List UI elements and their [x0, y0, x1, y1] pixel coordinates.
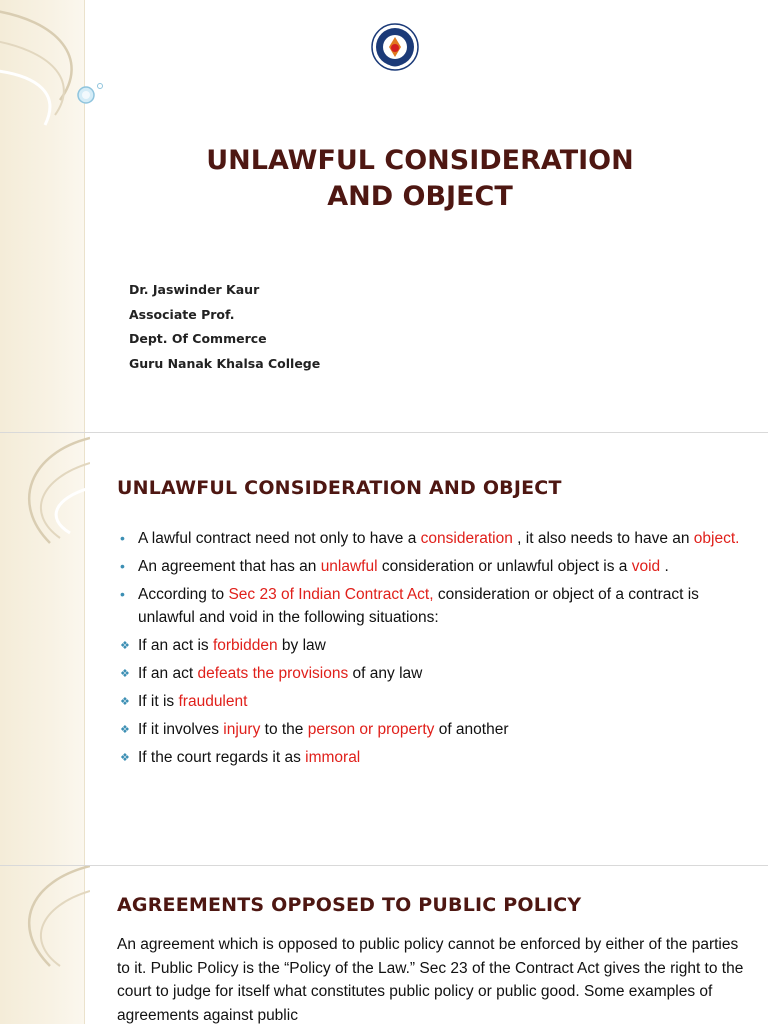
- list-item: [120, 690, 740, 713]
- text: , it also needs to have an: [512, 530, 694, 547]
- text: to the: [260, 721, 308, 738]
- diamond-bullet-icon: ❖: [120, 640, 130, 652]
- body-paragraph: An agreement which is opposed to public policy cannot be enforced by either of the parties to it. Public Policy is the “Policy of the Law.” Sec 23 of the Contract Act gives the right to the court to judge for itself what constitutes public policy or public good. Some examples of agreements against public: [117, 936, 744, 1024]
- text: According to: [138, 586, 229, 603]
- highlight-text: Sec 23 of Indian Contract Act,: [228, 586, 434, 603]
- diamond-bullet-icon: ❖: [120, 696, 130, 708]
- author-department: Dept. Of Commerce: [129, 331, 267, 346]
- list-item: [120, 527, 740, 550]
- text: A lawful contract need not only to have a: [138, 530, 421, 547]
- highlight-text: immoral: [305, 749, 361, 766]
- text: If it is: [138, 693, 179, 710]
- highlight-text: fraudulent: [178, 693, 248, 710]
- author-college: Guru Nanak Khalsa College: [129, 355, 321, 371]
- highlight-text: person or property: [307, 721, 435, 738]
- highlight-text: defeats the provisions: [197, 665, 349, 682]
- list-item: [120, 583, 740, 629]
- highlight-text: forbidden: [212, 637, 278, 654]
- list-item: [120, 634, 740, 657]
- text: If an act is: [138, 637, 213, 654]
- list-item: [120, 746, 740, 769]
- decorative-sidebar: [0, 433, 85, 865]
- diamond-bullet-icon: ❖: [120, 752, 130, 764]
- diamond-bullet-icon: ❖: [120, 724, 130, 736]
- highlight-text: void: [631, 558, 661, 575]
- highlight-text: injury: [223, 721, 261, 738]
- text: An agreement that has an: [138, 558, 321, 575]
- slide-title-text: [90, 143, 750, 215]
- highlight-text: consideration: [420, 530, 513, 547]
- slide-heading: AGREEMENTS OPPOSED TO PUBLIC POLICY: [117, 894, 582, 916]
- decorative-sidebar: [0, 0, 85, 432]
- list-item: [120, 555, 740, 578]
- text: If the court regards it as: [138, 749, 306, 766]
- text: consideration or unlawful object is a: [377, 558, 632, 575]
- title-line-1: UNLAWFUL CONSIDERATION: [206, 145, 634, 176]
- author-block: [129, 278, 320, 376]
- list-item: [120, 662, 740, 685]
- slide-title: [0, 0, 768, 432]
- text: by law: [277, 637, 326, 654]
- highlight-text: unlawful: [320, 558, 378, 575]
- author-name: Dr. Jaswinder Kaur: [129, 282, 260, 297]
- college-seal-icon: [371, 23, 419, 71]
- decorative-sidebar: [0, 866, 85, 1024]
- text: .: [660, 558, 669, 575]
- slide-public-policy: [0, 866, 768, 1024]
- bullet-dot-icon: •: [120, 586, 125, 602]
- slide-unlawful-consideration: [0, 433, 768, 865]
- diamond-bullet-icon: ❖: [120, 668, 130, 680]
- title-line-2: AND OBJECT: [327, 181, 513, 212]
- bullet-dot-icon: •: [120, 530, 125, 546]
- bullet-dot-icon: •: [120, 558, 125, 574]
- content-list: [120, 527, 740, 774]
- text: consideration or object of a contract is unlawful and void in the following situations:: [138, 586, 699, 626]
- decorative-swirl-icon: [0, 433, 90, 865]
- list-item: [120, 718, 740, 741]
- slide-heading: UNLAWFUL CONSIDERATION AND OBJECT: [117, 477, 562, 499]
- text: If it involves: [138, 721, 224, 738]
- author-designation: Associate Prof.: [129, 306, 235, 322]
- decorative-swirl-icon: [0, 0, 130, 432]
- highlight-text: object.: [693, 530, 740, 547]
- text: of any law: [348, 665, 423, 682]
- text: If an act: [138, 665, 198, 682]
- decorative-swirl-icon: [0, 866, 90, 1024]
- text: of another: [434, 721, 509, 738]
